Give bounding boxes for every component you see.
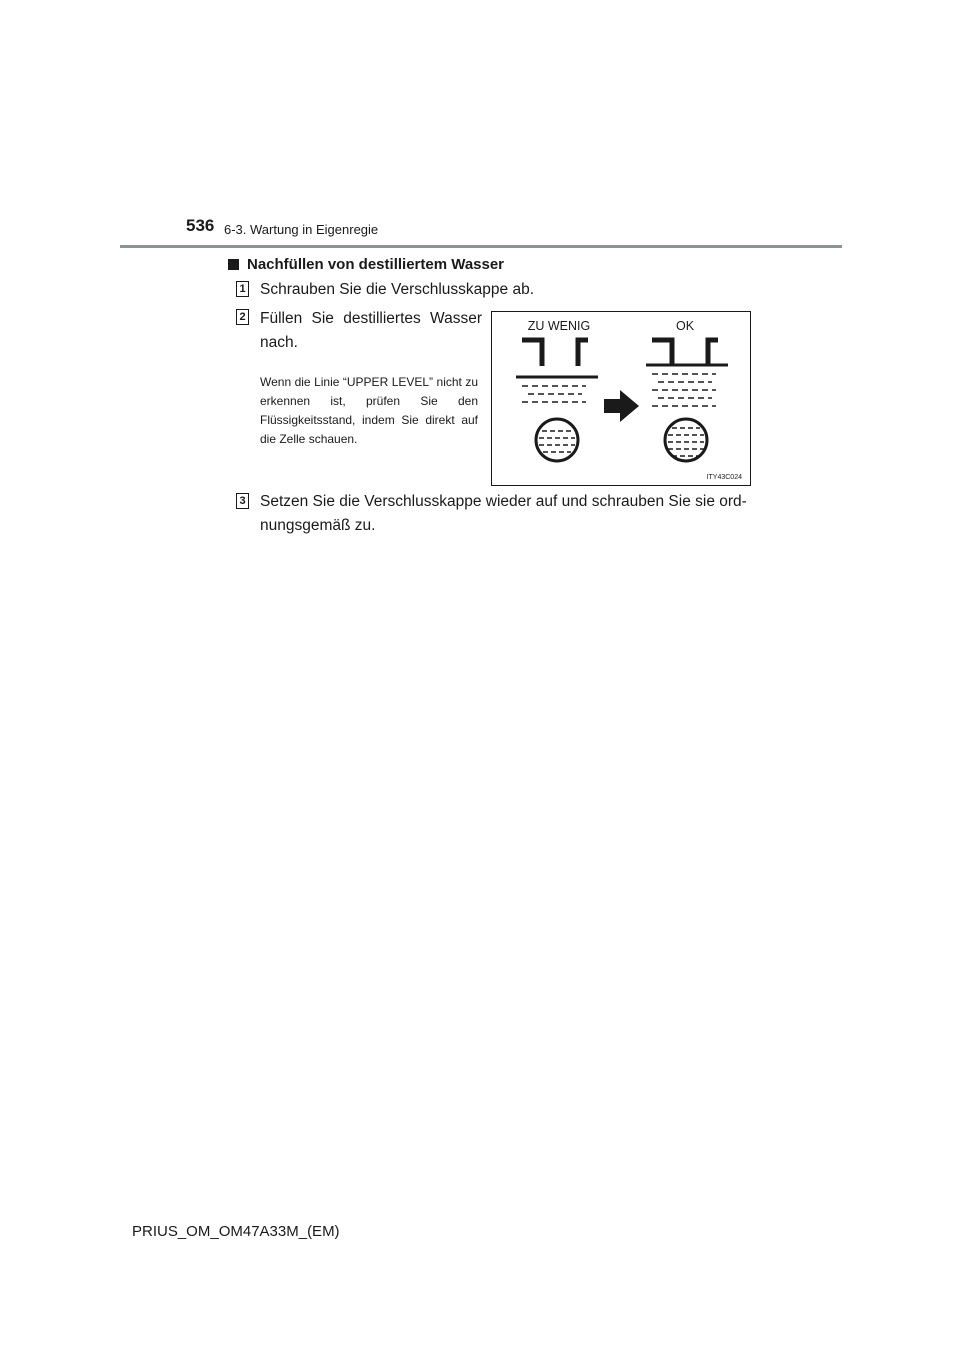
step-badge-2: 2 [236,309,249,325]
page-number: 536 [186,216,215,235]
step-3-text: Setzen Sie die Verschlusskappe wieder auf und schrauben Sie sie ord-nungsgemäß zu. [260,493,747,534]
square-bullet-icon [228,259,239,270]
step-2-text: Füllen Sie destilliertes Wasser nach. [260,310,482,351]
header-rule [120,245,842,248]
footer-doc-code: PRIUS_OM_OM47A33M_(EM) [132,1223,340,1240]
step-2-note: Wenn die Linie “UPPER LEVEL” nicht zu erkennen ist, prüfen Sie den Flüssigkeitsstand, indem Sie direkt auf die Zelle schauen. [260,375,478,446]
ok-level-cell-icon [646,340,728,461]
step-badge-3: 3 [236,493,249,509]
battery-level-illustration [492,312,750,485]
label-low: ZU WENIG [527,319,591,333]
heading [228,256,504,273]
step-1-text: Schrauben Sie die Verschlusskappe ab. [260,281,535,298]
label-ok: OK [675,319,695,333]
heading-text: Nachfüllen von destilliertem Wasser [247,256,505,273]
arrow-right-icon [604,390,639,422]
figure-code: ITY43C024 [706,474,742,481]
battery-level-figure [491,311,751,486]
section-title: 6-3. Wartung in Eigenregie [224,222,379,237]
step-badge-1: 1 [236,281,249,297]
low-level-cell-icon [516,340,598,461]
